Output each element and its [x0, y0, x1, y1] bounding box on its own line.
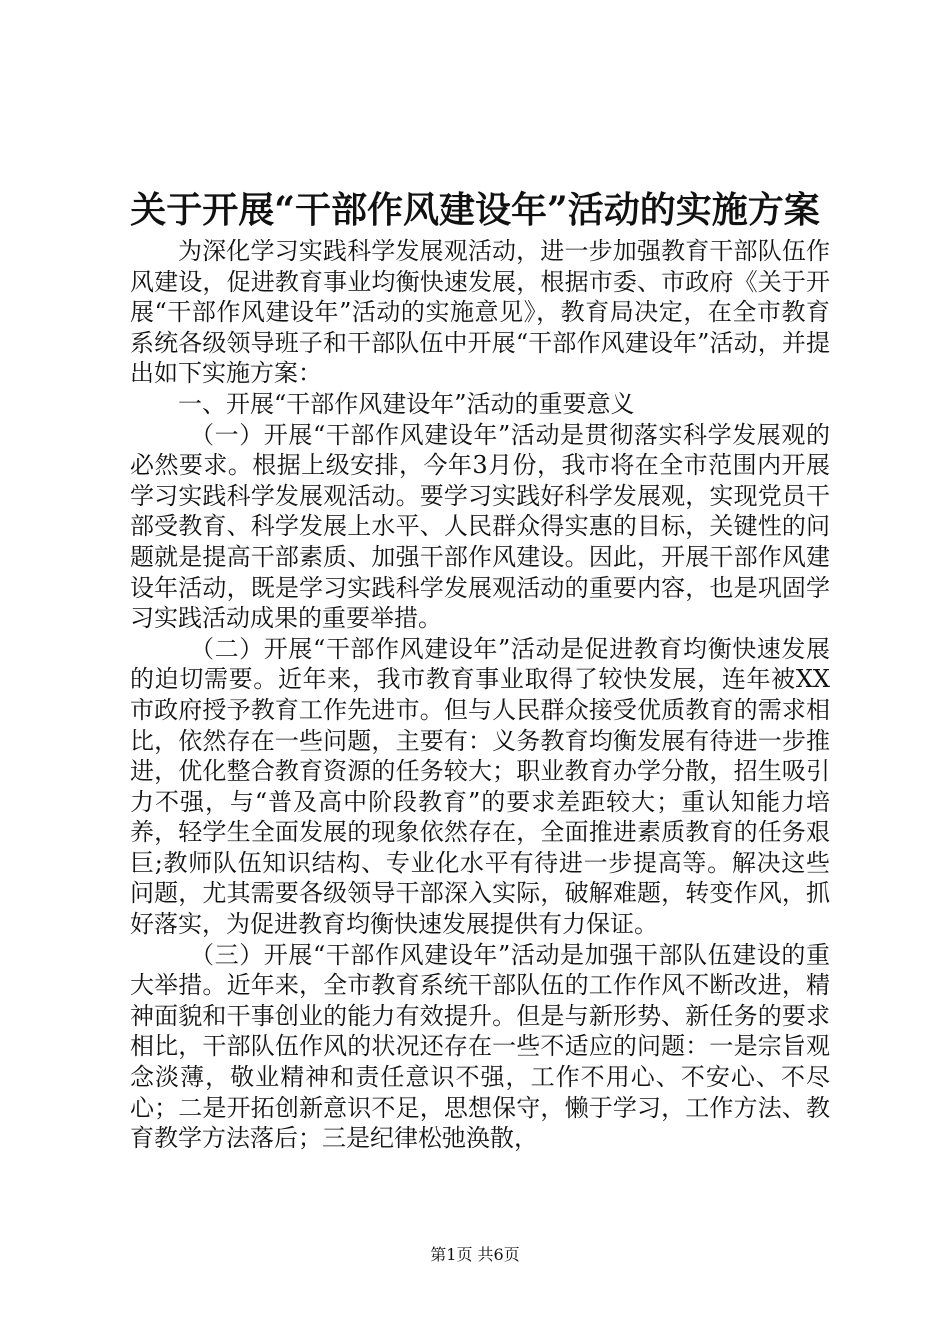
subsection-paragraph-1: （一）开展“干部作风建设年”活动是贯彻落实科学发展观的必然要求。根据上级安排，今年3月份，我市将在全市范围内开展学习实践科学发展观活动。要学习实践好科学发展观，实现党员干部受教育、科学发展上水平、人民群众得实惠的目标，关键性的问题就是提高干部素质、加强干部作风建设。因此，开展干部作风建设年活动，既是学习实践科学发展观活动的重要内容，也是巩固学习实践活动成果的重要举措。 [130, 420, 830, 633]
intro-paragraph: 为深化学习实践科学发展观活动，进一步加强教育干部队伍作风建设，促进教育事业均衡快速发展，根据市委、市政府《关于开展“干部作风建设年”活动的实施意见》，教育局决定，在全市教育系统各级领导班子和干部队伍中开展“干部作风建设年”活动，并提出如下实施方案： [130, 237, 830, 388]
section-heading: 一、开展“干部作风建设年”活动的重要意义 [178, 389, 635, 418]
subsection-paragraph-2: （二）开展“干部作风建设年”活动是促进教育均衡快速发展的迫切需要。近年来，我市教育事业取得了较快发展，连年被XX市政府授予教育工作先进市。但与人民群众接受优质教育的需求相比，依然存在一些问题，主要有：义务教育均衡发展有待进一步推进，优化整合教育资源的任务较大；职业教育办学分散，招生吸引力不强，与“普及高中阶段教育”的要求差距较大；重认知能力培养，轻学生全面发展的现象依然存在，全面推进素质教育的任务艰巨;教师队伍知识结构、专业化水平有待进一步提高等。解决这些问题，尤其需要各级领导干部深入实际，破解难题，转变作风，抓好落实，为促进教育均衡快速发展提供有力保证。 [130, 634, 830, 939]
document-title: 关于开展“干部作风建设年”活动的实施方案 [130, 189, 820, 231]
page-number-footer: 第1页 共6页 [430, 1245, 520, 1264]
document-body [130, 236, 830, 1154]
subsection-paragraph-3: （三）开展“干部作风建设年”活动是加强干部队伍建设的重大举措。近年来，全市教育系统干部队伍的工作作风不断改进，精神面貌和干事创业的能力有效提升。但是与新形势、新任务的要求相比，干部队伍作风的状况还存在一些不适应的问题：一是宗旨观念淡薄，敬业精神和责任意识不强，工作不用心、不安心、不尽心；二是开拓创新意识不足，思想保守，懒于学习，工作方法、教育教学方法落后；三是纪律松弛涣散， [130, 940, 830, 1153]
